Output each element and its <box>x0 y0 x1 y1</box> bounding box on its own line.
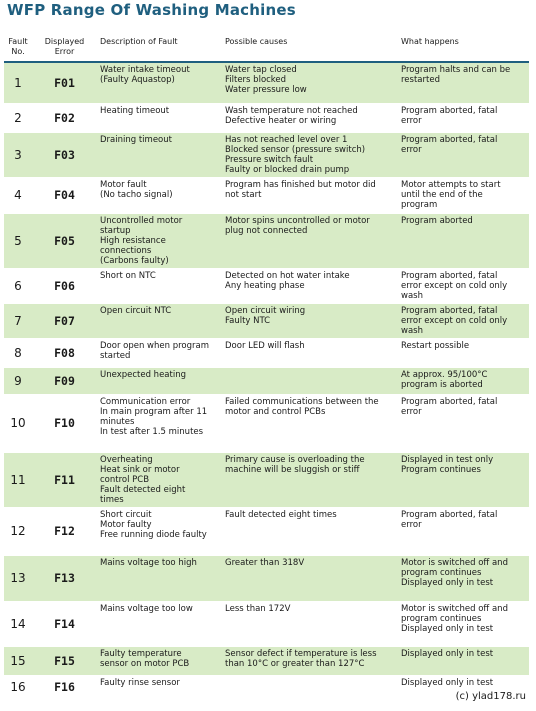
possible-causes-line: Detected on hot water intake <box>225 270 350 281</box>
header-fault-no: Fault No. <box>4 35 32 62</box>
fault-description-line: Motor fault <box>100 179 147 190</box>
error-code: F15 <box>32 646 97 675</box>
possible-causes <box>222 213 398 268</box>
fault-number: 3 <box>4 132 32 177</box>
what-happens <box>398 601 529 646</box>
what-happens-line: Displayed only in test <box>401 677 494 688</box>
possible-causes <box>222 338 398 367</box>
possible-causes <box>222 394 398 452</box>
what-happens-line: Displayed only in test <box>401 577 494 588</box>
table-row <box>4 177 529 213</box>
error-code: F08 <box>32 338 97 367</box>
header-displayed-error: Displayed Error <box>32 35 97 62</box>
fault-description <box>97 103 222 132</box>
what-happens-line: error <box>401 115 422 126</box>
header-description: Description of Fault <box>97 35 222 62</box>
error-code: F07 <box>32 303 97 338</box>
error-code: F10 <box>32 394 97 452</box>
table-row <box>4 213 529 268</box>
table-row <box>4 268 529 303</box>
fault-description <box>97 177 222 213</box>
fault-description-line: High resistance <box>100 235 166 246</box>
fault-description-line: (Faulty Aquastop) <box>100 75 175 85</box>
what-happens <box>398 213 529 268</box>
what-happens-line: wash <box>401 290 423 301</box>
possible-causes-line: Less than 172V <box>225 603 291 614</box>
possible-causes <box>222 555 398 601</box>
error-code: F04 <box>32 177 97 213</box>
possible-causes-line: Has not reached level over 1 <box>225 134 348 145</box>
fault-description-line: times <box>100 494 124 505</box>
what-happens-line: program <box>401 199 438 210</box>
possible-causes <box>222 132 398 177</box>
fault-description-line: startup <box>100 225 131 236</box>
fault-description-line: Free running diode faulty <box>100 529 207 540</box>
what-happens-line: Displayed only in test <box>401 648 494 659</box>
error-code: F14 <box>32 601 97 646</box>
possible-causes <box>222 601 398 646</box>
what-happens-line: Program continues <box>401 464 481 475</box>
fault-description <box>97 646 222 675</box>
possible-causes-line: Fault detected eight times <box>225 509 337 520</box>
table-row <box>4 675 529 698</box>
possible-causes <box>222 367 398 394</box>
fault-description-line: In main program after 11 <box>100 406 208 417</box>
fault-number: 16 <box>4 675 32 698</box>
fault-description-line: Faulty temperature <box>100 648 182 659</box>
fault-description-line: Door open when program <box>100 340 209 351</box>
fault-number: 4 <box>4 177 32 213</box>
fault-number: 15 <box>4 646 32 675</box>
table-row <box>4 132 529 177</box>
fault-description-line: Heating timeout <box>100 105 170 116</box>
what-happens-line: error <box>401 519 422 530</box>
header-possible-causes: Possible causes <box>222 35 398 62</box>
fault-description-line: Overheating <box>100 454 153 465</box>
error-code: F06 <box>32 268 97 303</box>
possible-causes-line: machine will be sluggish or stiff <box>225 464 360 475</box>
error-code: F02 <box>32 103 97 132</box>
watermark: (c) ylad178.ru <box>455 691 526 702</box>
what-happens-line: wash <box>401 325 423 336</box>
possible-causes-line: Sensor defect if temperature is less <box>225 648 377 659</box>
fault-description <box>97 268 222 303</box>
what-happens-line: Motor is switched off and <box>401 603 508 614</box>
fault-number: 7 <box>4 303 32 338</box>
what-happens <box>398 394 529 452</box>
possible-causes <box>222 507 398 555</box>
possible-causes-line: Defective heater or wiring <box>225 115 337 126</box>
possible-causes-line: Primary cause is overloading the <box>225 454 365 465</box>
possible-causes <box>222 675 398 698</box>
fault-number: 14 <box>4 601 32 646</box>
what-happens-line: Program aborted, fatal <box>401 270 498 281</box>
fault-description-line: Faulty rinse sensor <box>100 677 180 688</box>
what-happens-line: error <box>401 144 422 155</box>
fault-description <box>97 394 222 452</box>
table-row <box>4 646 529 675</box>
possible-causes-line: not start <box>225 189 262 200</box>
table-row <box>4 62 529 103</box>
error-code: F16 <box>32 675 97 698</box>
fault-description-line: Mains voltage too high <box>100 557 197 568</box>
fault-description <box>97 303 222 338</box>
table-row <box>4 394 529 452</box>
fault-description <box>97 675 222 698</box>
what-happens <box>398 555 529 601</box>
possible-causes-line: Any heating phase <box>225 280 305 291</box>
fault-number: 5 <box>4 213 32 268</box>
fault-description-line: control PCB <box>100 474 150 485</box>
fault-description <box>97 601 222 646</box>
what-happens <box>398 268 529 303</box>
what-happens-line: Program aborted, fatal <box>401 305 498 316</box>
table-row <box>4 601 529 646</box>
what-happens-line: until the end of the <box>401 189 483 200</box>
fault-number: 13 <box>4 555 32 601</box>
table-header-row <box>4 35 529 62</box>
what-happens <box>398 303 529 338</box>
fault-description-line: Open circuit NTC <box>100 305 172 316</box>
possible-causes-line: Filters blocked <box>225 75 287 85</box>
what-happens-line: Program aborted, fatal <box>401 105 498 116</box>
error-code: F09 <box>32 367 97 394</box>
possible-causes-line: Water tap closed <box>225 65 297 75</box>
fault-description-line: Uncontrolled motor <box>100 215 183 226</box>
what-happens <box>398 177 529 213</box>
fault-description-line: Heat sink or motor <box>100 464 180 475</box>
fault-number: 8 <box>4 338 32 367</box>
fault-description-line: Mains voltage too low <box>100 603 193 614</box>
fault-description <box>97 555 222 601</box>
possible-causes-line: Motor spins uncontrolled or motor <box>225 215 370 226</box>
what-happens-line: error <box>401 406 422 417</box>
fault-description-line: connections <box>100 245 152 256</box>
what-happens-line: error except on cold only <box>401 315 508 326</box>
what-happens-line: Motor attempts to start <box>401 179 501 190</box>
what-happens <box>398 62 529 103</box>
fault-description-line: sensor on motor PCB <box>100 658 190 669</box>
possible-causes-line: Open circuit wiring <box>225 305 306 316</box>
possible-causes-line: than 10°C or greater than 127°C <box>225 658 365 669</box>
fault-description-line: Draining timeout <box>100 134 172 145</box>
fault-description-line: (No tacho signal) <box>100 189 173 200</box>
what-happens-line: Program halts and can be <box>401 65 511 75</box>
error-code: F05 <box>32 213 97 268</box>
what-happens <box>398 132 529 177</box>
fault-number: 1 <box>4 62 32 103</box>
table-row <box>4 367 529 394</box>
fault-description-line: Motor faulty <box>100 519 152 530</box>
fault-description <box>97 213 222 268</box>
possible-causes-line: Faulty NTC <box>225 315 271 326</box>
possible-causes <box>222 177 398 213</box>
fault-description-line: Short circuit <box>100 509 152 520</box>
error-code: F03 <box>32 132 97 177</box>
what-happens-line: Program aborted <box>401 215 473 226</box>
possible-causes-line: Program has finished but motor did <box>225 179 376 190</box>
error-code: F12 <box>32 507 97 555</box>
what-happens-line: Motor is switched off and <box>401 557 508 568</box>
what-happens <box>398 338 529 367</box>
what-happens-line: At approx. 95/100°C <box>401 369 488 380</box>
error-code: F13 <box>32 555 97 601</box>
fault-description <box>97 452 222 507</box>
what-happens-line: Program aborted, fatal <box>401 134 498 145</box>
page-title: WFP Range Of Washing Machines <box>7 1 296 19</box>
table-row <box>4 103 529 132</box>
fault-description-line: (Carbons faulty) <box>100 255 169 266</box>
what-happens-line: program is aborted <box>401 379 483 390</box>
possible-causes-line: plug not connected <box>225 225 308 236</box>
fault-number: 9 <box>4 367 32 394</box>
fault-description <box>97 338 222 367</box>
possible-causes <box>222 103 398 132</box>
fault-description-line: started <box>100 350 131 361</box>
table-row <box>4 303 529 338</box>
possible-causes-line: Blocked sensor (pressure switch) <box>225 144 366 155</box>
possible-causes <box>222 268 398 303</box>
possible-causes-line: Water pressure low <box>225 85 307 95</box>
possible-causes-line: Pressure switch fault <box>225 154 314 165</box>
possible-causes <box>222 646 398 675</box>
possible-causes-line: Faulty or blocked drain pump <box>225 164 350 175</box>
what-happens <box>398 103 529 132</box>
fault-description-line: minutes <box>100 416 135 427</box>
fault-description-line: Unexpected heating <box>100 369 186 380</box>
fault-description-line: Short on NTC <box>100 270 156 281</box>
what-happens-line: Displayed only in test <box>401 623 494 634</box>
what-happens-line: Program aborted, fatal <box>401 396 498 407</box>
what-happens <box>398 507 529 555</box>
what-happens-line: restarted <box>401 75 440 85</box>
table-row <box>4 452 529 507</box>
fault-description-line: In test after 1.5 minutes <box>100 426 204 437</box>
fault-description <box>97 132 222 177</box>
fault-description <box>97 62 222 103</box>
possible-causes-line: Door LED will flash <box>225 340 305 351</box>
possible-causes-line: Wash temperature not reached <box>225 105 358 116</box>
fault-table <box>4 35 529 699</box>
fault-description <box>97 367 222 394</box>
possible-causes <box>222 303 398 338</box>
fault-description <box>97 507 222 555</box>
what-happens <box>398 367 529 394</box>
possible-causes-line: Failed communications between the <box>225 396 379 407</box>
what-happens-line: Displayed in test only <box>401 454 494 465</box>
possible-causes <box>222 62 398 103</box>
header-what-happens: What happens <box>398 35 529 62</box>
what-happens-line: error except on cold only <box>401 280 508 291</box>
possible-causes <box>222 452 398 507</box>
fault-number: 2 <box>4 103 32 132</box>
possible-causes-line: Greater than 318V <box>225 557 305 568</box>
what-happens-line: program continues <box>401 613 482 624</box>
table-row <box>4 555 529 601</box>
fault-description-line: Fault detected eight <box>100 484 186 495</box>
fault-number: 11 <box>4 452 32 507</box>
what-happens-line: Restart possible <box>401 340 470 351</box>
table-row <box>4 507 529 555</box>
fault-description-line: Communication error <box>100 396 191 407</box>
what-happens <box>398 646 529 675</box>
what-happens-line: Program aborted, fatal <box>401 509 498 520</box>
fault-number: 10 <box>4 394 32 452</box>
error-code: F01 <box>32 62 97 103</box>
what-happens <box>398 452 529 507</box>
fault-number: 12 <box>4 507 32 555</box>
fault-number: 6 <box>4 268 32 303</box>
error-code: F11 <box>32 452 97 507</box>
fault-description-line: Water intake timeout <box>100 65 190 75</box>
possible-causes-line: motor and control PCBs <box>225 406 326 417</box>
table-row <box>4 338 529 367</box>
what-happens-line: program continues <box>401 567 482 578</box>
